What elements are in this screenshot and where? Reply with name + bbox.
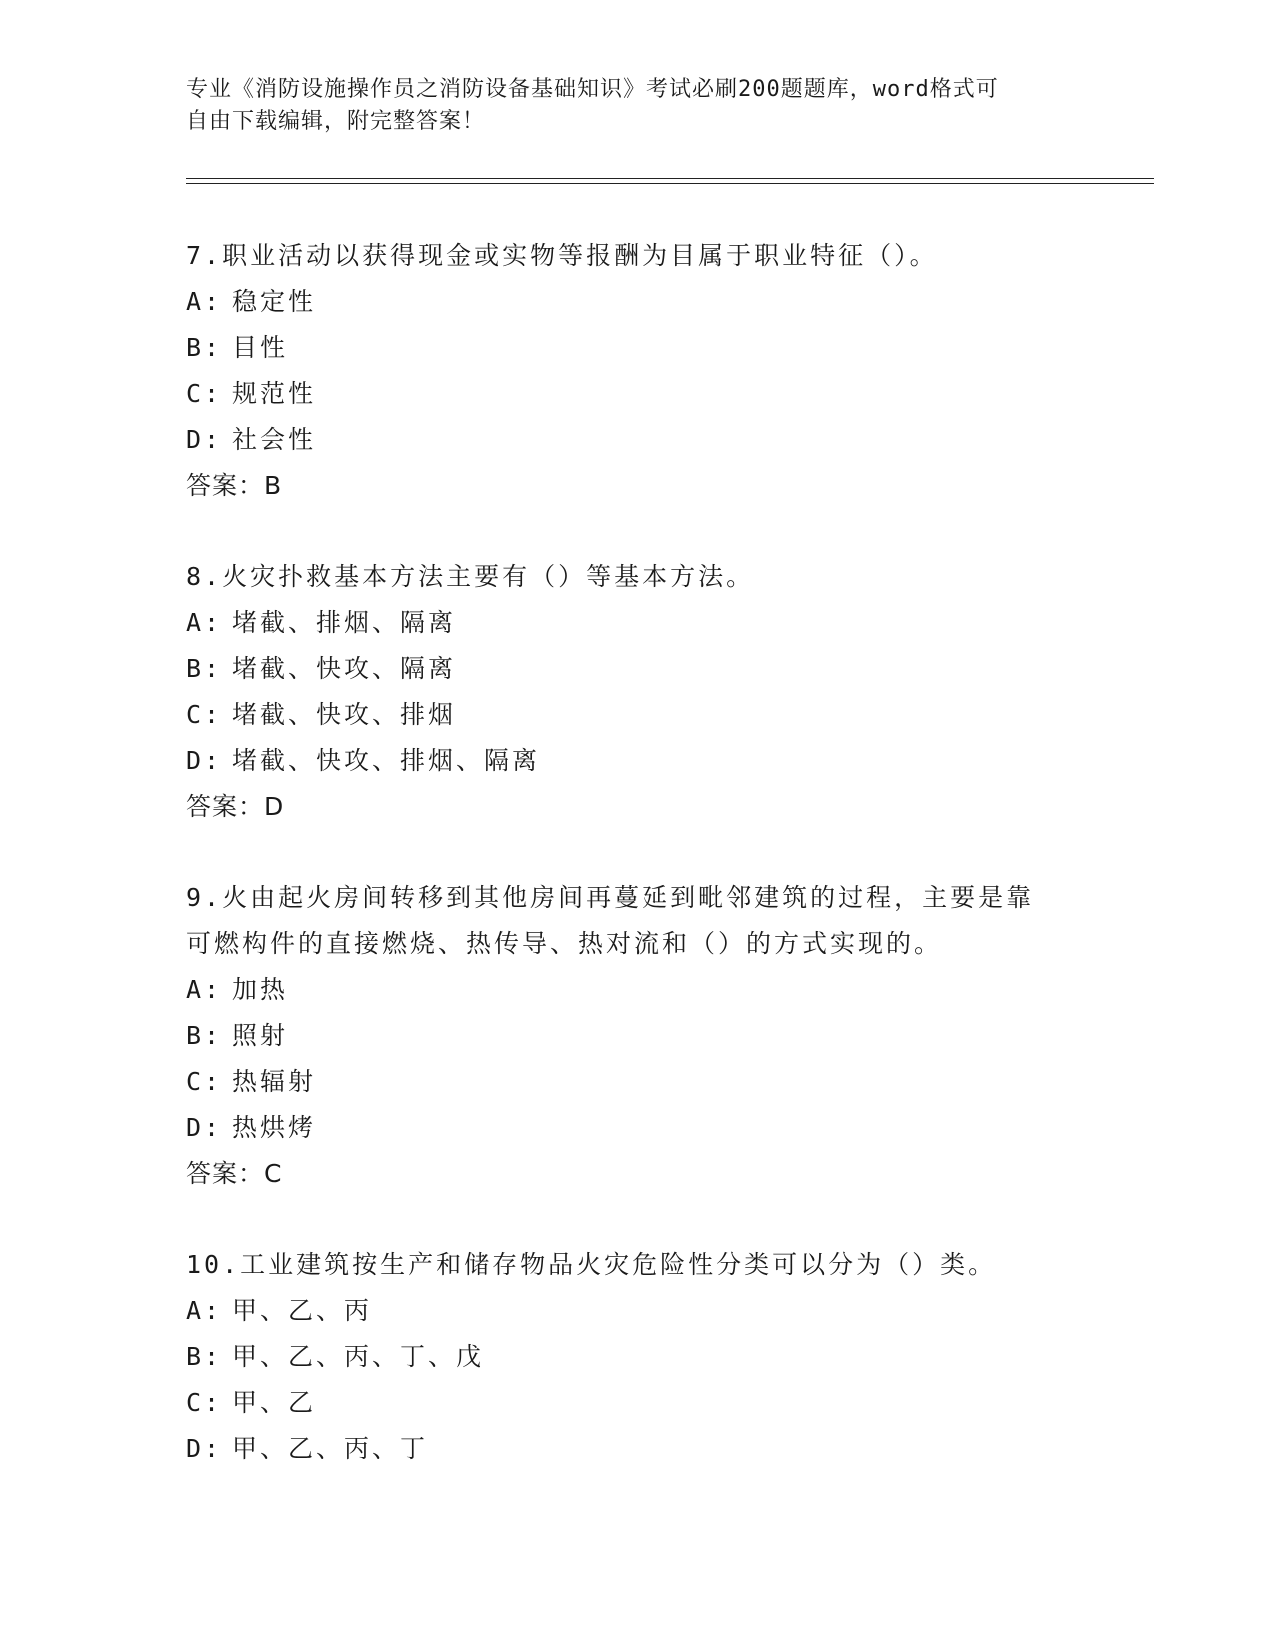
option-b — [186, 1013, 1086, 1059]
option-a — [186, 1288, 1086, 1334]
question-10 — [186, 1242, 1086, 1472]
option-text: 社会性 — [232, 425, 317, 454]
document-header — [186, 74, 1066, 138]
option-text: 甲、乙 — [232, 1388, 317, 1417]
option-a — [186, 600, 1086, 646]
answer-line: 答案：D — [186, 792, 285, 821]
option-label: B: — [186, 333, 223, 362]
question-stem: 10.工业建筑按生产和储存物品火灾危险性分类可以分为（）类。 — [186, 1250, 997, 1279]
option-text: 热烘烤 — [232, 1113, 317, 1142]
option-text: 稳定性 — [232, 287, 317, 316]
option-text: 甲、乙、丙、丁、戊 — [232, 1342, 485, 1371]
option-c — [186, 371, 1086, 417]
option-b — [186, 325, 1086, 371]
header-line-1: 专业《消防设施操作员之消防设备基础知识》考试必刷200题题库，word格式可 — [186, 77, 999, 102]
option-c — [186, 692, 1086, 738]
option-c — [186, 1380, 1086, 1426]
option-label: D: — [186, 746, 223, 775]
option-label: A: — [186, 287, 223, 316]
option-b — [186, 646, 1086, 692]
option-d — [186, 417, 1086, 463]
option-label: C: — [186, 700, 223, 729]
answer-line: 答案：C — [186, 1159, 283, 1188]
option-label: A: — [186, 608, 223, 637]
option-d — [186, 738, 1086, 784]
option-text: 甲、乙、丙、丁 — [232, 1434, 429, 1463]
option-text: 规范性 — [232, 379, 317, 408]
question-stem-line-2: 可燃构件的直接燃烧、热传导、热对流和（）的方式实现的。 — [186, 929, 943, 958]
option-label: D: — [186, 425, 223, 454]
option-d — [186, 1105, 1086, 1151]
question-7 — [186, 233, 1086, 509]
option-label: B: — [186, 654, 223, 683]
option-c — [186, 1059, 1086, 1105]
question-8 — [186, 554, 1086, 830]
question-stem: 8.火灾扑救基本方法主要有（）等基本方法。 — [186, 562, 755, 591]
question-stem-line-1: 9.火由起火房间转移到其他房间再蔓延到毗邻建筑的过程，主要是靠 — [186, 883, 1035, 912]
option-label: A: — [186, 975, 223, 1004]
question-stem: 7.职业活动以获得现金或实物等报酬为目属于职业特征（）。 — [186, 241, 938, 270]
answer-line: 答案：B — [186, 471, 283, 500]
option-a — [186, 967, 1086, 1013]
option-text: 堵截、排烟、隔离 — [232, 608, 457, 637]
header-divider-bottom — [186, 183, 1154, 184]
option-label: B: — [186, 1342, 223, 1371]
option-text: 堵截、快攻、隔离 — [232, 654, 457, 683]
option-label: C: — [186, 1067, 223, 1096]
option-d — [186, 1426, 1086, 1472]
option-label: B: — [186, 1021, 223, 1050]
option-label: A: — [186, 1296, 223, 1325]
option-text: 加热 — [232, 975, 289, 1004]
option-text: 照射 — [232, 1021, 289, 1050]
option-label: D: — [186, 1434, 223, 1463]
option-label: C: — [186, 1388, 223, 1417]
option-text: 热辐射 — [232, 1067, 317, 1096]
header-divider-top — [186, 178, 1154, 179]
option-text: 堵截、快攻、排烟、隔离 — [232, 746, 541, 775]
option-text: 甲、乙、丙 — [232, 1296, 373, 1325]
option-text: 堵截、快攻、排烟 — [232, 700, 457, 729]
option-b — [186, 1334, 1086, 1380]
option-label: C: — [186, 379, 223, 408]
option-label: D: — [186, 1113, 223, 1142]
option-text: 目性 — [232, 333, 289, 362]
header-line-2: 自由下载编辑，附完整答案！ — [186, 109, 486, 134]
question-9 — [186, 875, 1086, 1197]
option-a — [186, 279, 1086, 325]
